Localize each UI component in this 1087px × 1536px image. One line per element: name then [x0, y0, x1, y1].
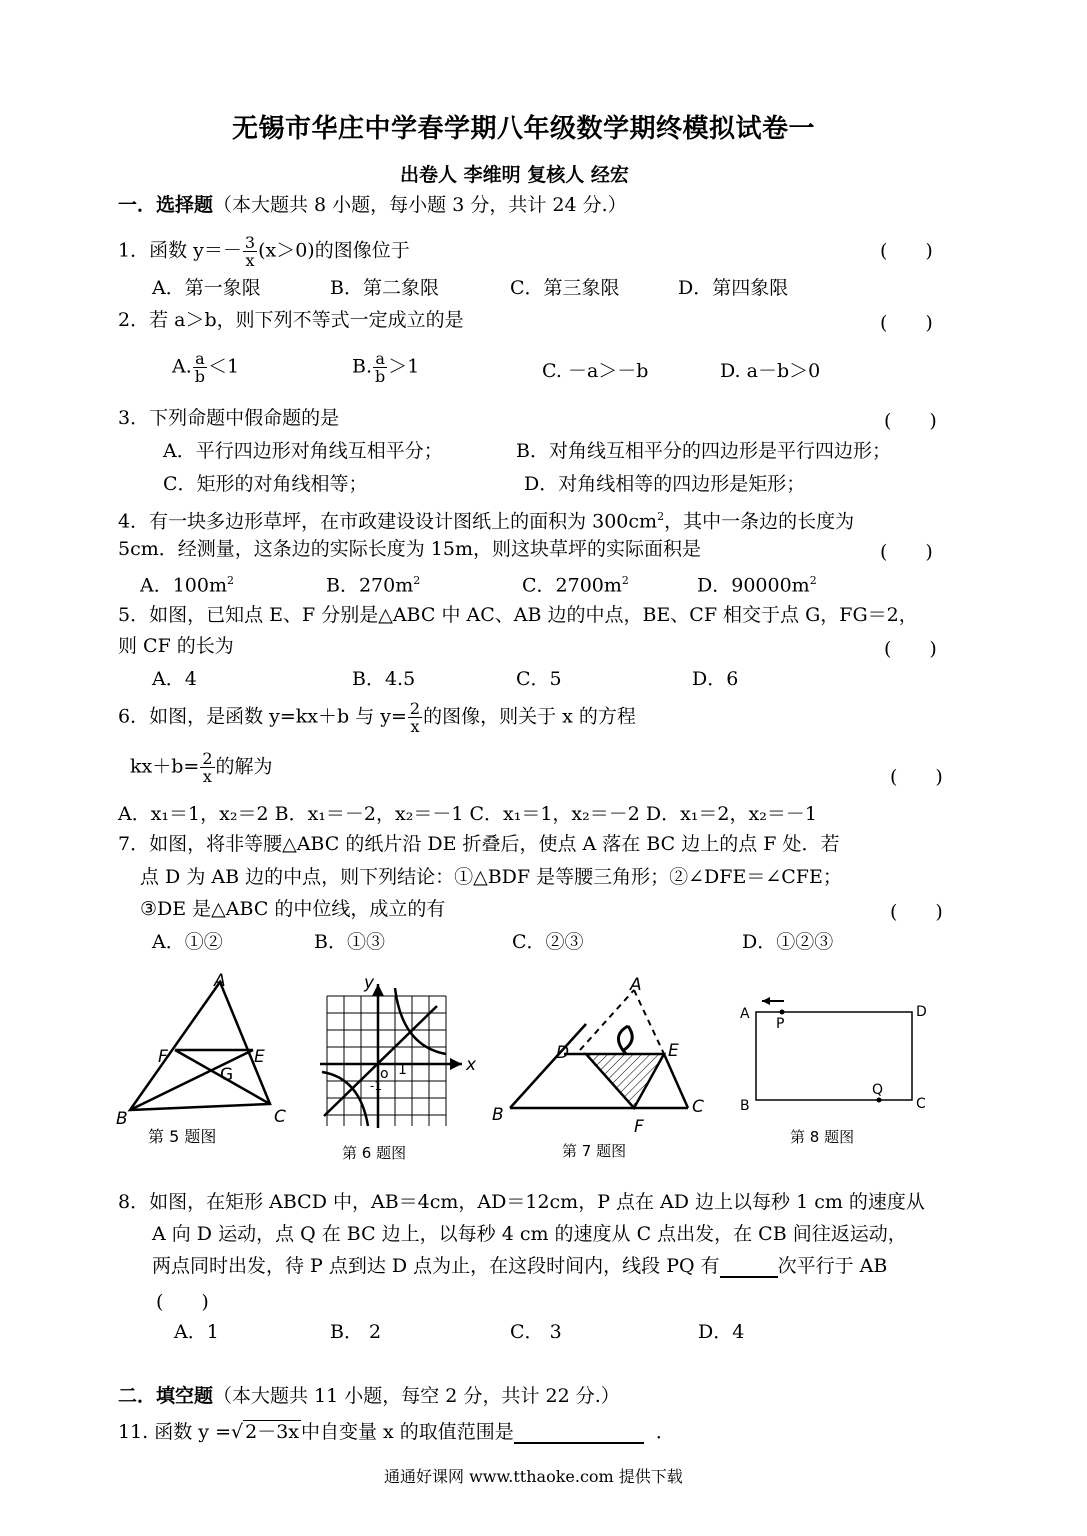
fig8-label-d: D	[916, 1004, 927, 1020]
q7-line-2: 点 D 为 AB 边的中点，则下列结论：①△BDF 是等腰三角形；②∠DFE＝∠CFE；	[140, 866, 842, 888]
q11-post: 中自变量 x 的取值范围是	[301, 1421, 514, 1443]
section-2-header	[118, 1384, 620, 1408]
q2-option-c[interactable]: C. －a＞－b	[542, 360, 649, 382]
fig8-label-p: P	[776, 1016, 785, 1032]
fig7-label-e: E	[668, 1041, 679, 1061]
q2-a-fraction	[193, 350, 207, 385]
q4-b-sq: 2	[413, 574, 421, 587]
fig8-point-q	[877, 1098, 882, 1103]
q2-a-label: A.	[172, 355, 192, 378]
q2-b-label: B.	[352, 355, 373, 378]
fig5-label-f: F	[158, 1047, 168, 1067]
q4-l1-sq: 2	[657, 510, 665, 523]
q6-pre: 6．如图，是函数 y=kx＋b 与 y=	[118, 705, 407, 728]
fig5-label-a: A	[214, 972, 226, 991]
section-1-title: 一．选择题	[118, 194, 214, 216]
q8-option-b[interactable]: B． 2	[330, 1321, 382, 1343]
fig7-label-a: A	[630, 975, 642, 995]
fig5-label-g: G	[220, 1065, 234, 1085]
fig6-label-neg1: -1	[370, 1079, 382, 1093]
q5-answer-paren[interactable]: ( )	[884, 638, 937, 660]
q2-a-post: ＜1	[208, 355, 240, 378]
fig7-segment-bd	[510, 1024, 586, 1108]
section-2-note: （本大题共 11 小题，每空 2 分，共计 22 分.）	[213, 1385, 620, 1407]
q6-options[interactable]: A．x₁＝1，x₂＝2 B．x₁＝－2，x₂＝－1 C．x₁＝1，x₂＝－2 D．x₁＝2，x₂＝－1	[118, 803, 817, 825]
fig8-label-b: B	[740, 1098, 750, 1114]
q6-l2post: 的解为	[215, 755, 273, 778]
q5-line-1: 5．如图，已知点 E、F 分别是△ABC 中 AC、AB 边的中点，BE、CF 相交于点 G，FG＝2，	[118, 604, 918, 626]
q11-radicand: 2－3x	[245, 1421, 300, 1443]
q2-b-post: ＞1	[388, 355, 420, 378]
q7-option-c[interactable]: C．②③	[512, 931, 584, 953]
q1-option-a[interactable]: A．第一象限	[152, 277, 261, 299]
q7-option-d[interactable]: D．①②③	[742, 931, 834, 953]
q6-frac-den: x	[410, 717, 420, 736]
q7-option-a[interactable]: A．①②	[152, 931, 223, 953]
q4-option-d[interactable]	[697, 569, 817, 597]
q1-option-b[interactable]: B．第二象限	[330, 277, 439, 299]
fig6-label-y: y	[364, 973, 375, 993]
q11-blank[interactable]	[514, 1422, 644, 1444]
q6-fraction	[408, 700, 422, 735]
q3-option-c[interactable]: C．矩形的对角线相等；	[163, 473, 368, 495]
q1-stem	[118, 234, 410, 269]
q6-fraction-2	[200, 750, 214, 785]
fig6-line-kxb	[324, 1006, 437, 1116]
fig8-label-c: C	[916, 1096, 926, 1112]
fig8-label-q: Q	[872, 1082, 884, 1098]
q5-option-d[interactable]: D．6	[692, 668, 739, 690]
q6-frac-num: 2	[409, 699, 421, 718]
fig7-label-b: B	[492, 1105, 504, 1125]
fig6-label-x: x	[466, 1055, 477, 1075]
q8-line-1: 8．如图，在矩形 ABCD 中，AB＝4cm，AD＝12cm，P 点在 AD 边上以每秒 1 cm 的速度从	[118, 1191, 925, 1213]
fig7-dashed-da	[580, 990, 634, 1050]
q2-option-b[interactable]	[352, 350, 419, 385]
q7-answer-paren[interactable]: ( )	[890, 901, 943, 923]
q1-post: (x＞0)的图像位于	[258, 239, 410, 262]
fig8-label-a: A	[740, 1006, 750, 1022]
q5-option-a[interactable]: A．4	[152, 668, 197, 690]
q4-d-text: D．90000m	[697, 574, 810, 597]
q4-answer-paren[interactable]: ( )	[880, 541, 933, 563]
q8-l3a: 两点同时出发，待 P 点到达 D 点为止，在这段时间内，线段 PQ 有	[152, 1255, 720, 1277]
q1-fraction	[243, 234, 257, 269]
fig7-caption: 第 7 题图	[562, 1142, 627, 1160]
q2-answer-paren[interactable]: ( )	[880, 312, 933, 334]
q7-line-1: 7．如图，将非等腰△ABC 的纸片沿 DE 折叠后，使点 A 落在 BC 边上的点 F 处．若	[118, 833, 840, 855]
q4-l1b: ，其中一条边的长度为	[664, 510, 855, 533]
q3-option-a[interactable]: A．平行四边形对角线互相平分；	[163, 440, 443, 462]
q8-line-2: A 向 D 运动，点 Q 在 BC 边上，以每秒 4 cm 的速度从 C 点出发，在 CB 间往返运动，	[152, 1223, 907, 1245]
q4-line-2: 5cm．经测量，这条边的实际长度为 15m，则这块草坪的实际面积是	[118, 538, 701, 560]
q8-l3b: 次平行于 AB	[777, 1255, 888, 1277]
q7-option-b[interactable]: B．①③	[314, 931, 385, 953]
q2-b-num: a	[373, 350, 387, 368]
fig8-arrowhead-icon	[762, 997, 770, 1005]
q4-c-text: C．2700m	[522, 574, 622, 597]
q4-a-text: A．100m	[140, 574, 228, 597]
fig7-label-f: F	[634, 1117, 644, 1137]
fig6-label-1: 1	[398, 1062, 407, 1078]
fig7-label-d: D	[556, 1043, 570, 1063]
fig7-fold-arrow-icon	[618, 1026, 632, 1054]
section-2-title: 二．填空题	[118, 1385, 214, 1407]
q4-option-c[interactable]	[522, 569, 629, 597]
q8-blank[interactable]	[720, 1256, 778, 1278]
q8-option-c[interactable]: C． 3	[510, 1321, 562, 1343]
q11-line	[118, 1420, 675, 1444]
page-title: 无锡市华庄中学春学期八年级数学期终模拟试卷一	[232, 114, 816, 144]
page-footer: 通通好课网 www.tthaoke.com 提供下载	[384, 1467, 683, 1486]
q3-option-b[interactable]: B．对角线互相平分的四边形是平行四边形；	[516, 440, 891, 462]
figure-5	[112, 972, 302, 1152]
sqrt-icon: √	[231, 1421, 244, 1443]
q1-pre: 1．函数 y＝－	[118, 239, 242, 262]
q4-b-text: B．270m	[326, 574, 414, 597]
q2-b-den: b	[375, 367, 386, 386]
q5-option-c[interactable]: C．5	[516, 668, 562, 690]
q6-frac2-den: x	[202, 767, 212, 786]
q4-line-1	[118, 505, 854, 533]
fig5-label-e: E	[254, 1047, 265, 1067]
q5-option-b[interactable]: B．4.5	[352, 668, 416, 690]
fig6-x-arrow	[450, 1058, 462, 1070]
q2-b-fraction	[373, 350, 387, 385]
q8-option-a[interactable]: A．1	[174, 1321, 219, 1343]
q8-answer-paren[interactable]: ( )	[156, 1291, 209, 1313]
fig8-caption: 第 8 题图	[790, 1128, 855, 1146]
q7-line-3: ③DE 是△ABC 的中位线，成立的有	[140, 898, 446, 920]
q1-answer-paren[interactable]: ( )	[880, 240, 933, 262]
q6-answer-paren[interactable]: ( )	[890, 766, 943, 788]
section-1-note: （本大题共 8 小题，每小题 3 分，共计 24 分.）	[213, 194, 627, 216]
q4-a-sq: 2	[227, 574, 235, 587]
q1-option-d[interactable]: D．第四象限	[678, 277, 789, 299]
q1-option-c[interactable]: C．第三象限	[510, 277, 620, 299]
page-subtitle: 出卷人 李维明 复核人 经宏	[400, 164, 629, 186]
q2-stem: 2．若 a＞b，则下列不等式一定成立的是	[118, 309, 464, 331]
q6-line-1	[118, 700, 636, 735]
q2-option-a[interactable]	[172, 350, 239, 385]
q8-line-3	[152, 1254, 887, 1278]
q2-a-den: b	[194, 367, 206, 386]
q6-line-2	[130, 750, 273, 785]
fig5-label-b: B	[116, 1109, 128, 1129]
q3-option-d[interactable]: D．对角线相等的四边形是矩形；	[524, 473, 806, 495]
fig7-label-c: C	[692, 1097, 704, 1117]
q6-l2pre: kx＋b=	[130, 755, 200, 778]
q2-a-num: a	[193, 350, 207, 368]
figure-7	[488, 970, 718, 1165]
q1-frac-den: x	[245, 251, 255, 270]
fig6-caption: 第 6 题图	[342, 1144, 407, 1162]
fig8-point-p	[780, 1010, 785, 1015]
q11-end: ．	[655, 1421, 675, 1443]
q4-d-sq: 2	[809, 574, 817, 587]
fig7-dashed-ae	[634, 990, 664, 1054]
section-1-header	[118, 193, 627, 217]
q6-post: 的图像，则关于 x 的方程	[423, 705, 636, 728]
q3-answer-paren[interactable]: ( )	[884, 410, 937, 432]
q4-l1a: 4．有一块多边形草坪，在市政建设设计图纸上的面积为 300cm	[118, 510, 658, 533]
fig5-caption: 第 5 题图	[148, 1127, 217, 1146]
q8-option-d[interactable]: D．4	[698, 1321, 745, 1343]
q11-pre: 11. 函数 y =	[118, 1421, 231, 1443]
q4-c-sq: 2	[621, 574, 629, 587]
q2-option-d[interactable]: D. a－b＞0	[720, 360, 821, 382]
q4-option-b[interactable]	[326, 569, 420, 597]
q6-frac2-num: 2	[202, 749, 213, 768]
fig6-label-o: o	[380, 1066, 389, 1082]
fig7-segment-ec	[664, 1054, 688, 1108]
fig7-folded-triangle	[586, 1054, 664, 1108]
figure-8	[732, 994, 942, 1154]
q3-stem: 3．下列命题中假命题的是	[118, 407, 340, 429]
q1-frac-num: 3	[244, 233, 256, 252]
fig5-label-c: C	[274, 1107, 286, 1127]
q4-option-a[interactable]	[140, 569, 234, 597]
figure-6	[312, 966, 492, 1166]
q5-line-2: 则 CF 的长为	[118, 635, 234, 657]
